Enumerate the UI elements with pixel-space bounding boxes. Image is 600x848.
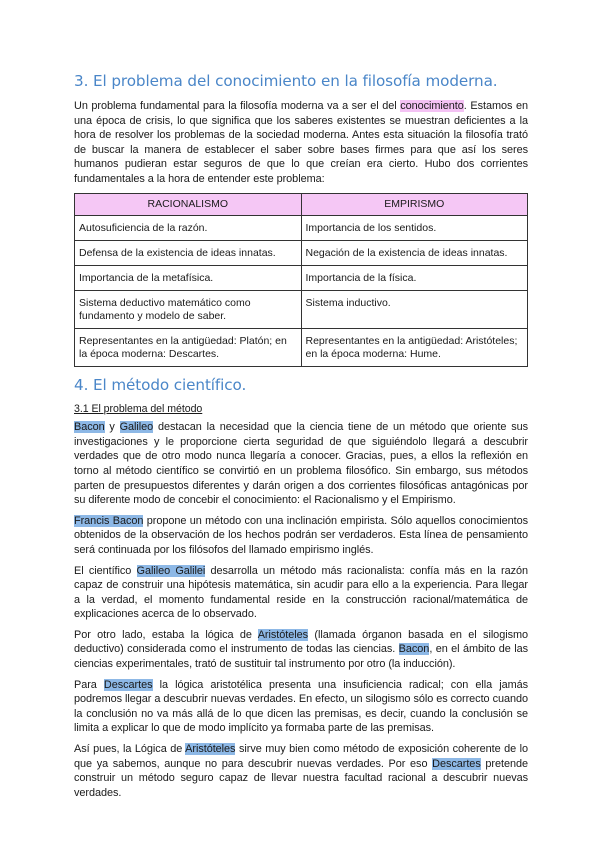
section-4-title: 4. El método científico. <box>74 375 247 394</box>
paragraph-galileo-galilei <box>74 564 528 622</box>
paragraph-aristoteles-logica <box>74 628 528 672</box>
section-3-title: 3. El problema del conocimiento en la filosofía moderna. <box>74 72 498 90</box>
text-run: (llamada órganon basada en el silogismo deductivo) considerada como el instrumento de todas las ciencias. <box>74 628 528 656</box>
highlight-francis-bacon: Francis Bacon <box>74 514 144 527</box>
highlight-descartes: Descartes <box>432 757 481 770</box>
section-3-intro <box>74 99 528 187</box>
table-cell: Representantes en la antigüedad: Platón; en la época moderna: Descartes. <box>75 328 302 366</box>
table-cell: Sistema inductivo. <box>301 290 528 328</box>
highlight-bacon: Bacon <box>74 421 105 434</box>
text-run: pretende construir un método seguro capaz de llevar nuestra facultad racional a descubrir nuevas verdades. <box>74 757 528 799</box>
text-run: la lógica aristotélica presenta una insuficiencia radical; con ella jamás podremos llegar a descubrir nuevas verdades. En efecto, un silogismo sólo es correcto cuando la conclusión no va más allá de lo que dicen las premisas, es decir, cuando la conclusión se limita a explicar lo que de modo implícito ya formaba parte de las premisas. <box>74 678 528 735</box>
highlight-conocimiento: conocimiento <box>400 100 464 112</box>
header-empirismo: EMPIRISMO <box>301 193 528 215</box>
highlight-aristoteles: Aristóteles <box>257 628 308 641</box>
text-run: El científico <box>74 564 137 577</box>
table-row <box>75 328 528 366</box>
text-run: propone un método con una inclinación empirista. Sólo aquellos conocimientos obtenidos de la observación de los hechos podrán ser verdaderos. Esta línea de pensamiento será continuada por los filósofos del llamado empirismo inglés. <box>74 514 528 556</box>
text-run: , en el ámbito de las ciencias experimentales, trató de sustituir tal instrumento por otro (la inducción). <box>74 643 529 671</box>
highlight-galileo: Galileo <box>119 421 154 434</box>
paragraph-bacon-galileo <box>74 420 528 508</box>
header-racionalismo: RACIONALISMO <box>75 193 302 215</box>
highlight-galileo-galilei: Galileo Galilei <box>136 564 206 577</box>
intro-text-a: Un problema fundamental para la filosofía moderna va a ser el del <box>74 100 401 112</box>
table-cell: Defensa de la existencia de ideas innatas. <box>75 240 302 265</box>
table-cell: Negación de la existencia de ideas innatas. <box>301 240 528 265</box>
table-cell: Importancia de los sentidos. <box>301 215 528 240</box>
table-cell: Importancia de la metafísica. <box>75 265 302 290</box>
highlight-aristoteles: Aristóteles <box>185 743 236 756</box>
text-run: desarrolla un método más racionalista: confía más en la razón capaz de construir una hipótesis matemática, sin acudir para ello a la experiencia. Para llegar a la verdad, el momento fundamental reside en la construcción racional/matemática de explicaciones acerca de lo observado. <box>74 564 528 621</box>
comparison-table <box>74 193 528 367</box>
table-cell: Autosuficiencia de la razón. <box>75 215 302 240</box>
text-run: sirve muy bien como método de exposición coherente de lo que ya sabemos, aunque no para descubrir nuevas verdades. Por eso <box>74 743 529 770</box>
table-header-row <box>75 193 528 215</box>
highlight-bacon: Bacon <box>398 643 430 656</box>
subsection-title: 3.1 El problema del método <box>74 402 203 415</box>
paragraph-francis-bacon <box>74 514 528 558</box>
text-run: Así pues, la Lógica de <box>74 743 186 756</box>
table-row <box>75 240 528 265</box>
highlight-descartes: Descartes <box>103 678 153 691</box>
table-row <box>75 265 528 290</box>
paragraph-descartes-critica <box>74 678 528 736</box>
text-run: destacan la necesidad que la ciencia tiene de un método que oriente sus investigaciones y le proporcione cierta seguridad de que siguiéndolo llegará a descubrir verdades que de otro modo nunca llegaría a conocer. Gracias, pues, a ellos la reflexión en torno al método científico se convirtió en un problema filosófico. Sin embargo, sus métodos parten de presupuestos diferentes y darán origen a dos corrientes filosóficas antagónicas por su diferente modo de concebir el conocimiento: el Racionalismo y el Empirismo. <box>74 421 528 507</box>
table-cell: Representantes en la antigüedad: Aristóteles; en la época moderna: Hume. <box>301 328 528 366</box>
table-cell: Importancia de la física. <box>301 265 528 290</box>
text-run: y <box>104 421 120 434</box>
text-run: Por otro lado, estaba la lógica de <box>74 628 258 641</box>
table-row <box>75 215 528 240</box>
table-row <box>75 290 528 328</box>
intro-text-b: . Estamos en una época de crisis, lo que significa que los saberes existentes se muestran deficientes a la hora de resolver los problemas de la sociedad moderna. Antes esta situación la filosofía trató de buscar la manera de establecer el saber sobre bases firmes para que así los seres humanos pudieran estar seguros de que lo que creían era cierto. Hubo dos corrientes fundamentales a la hora de entender este problema: <box>74 100 528 185</box>
table-cell: Sistema deductivo matemático como fundamento y modelo de saber. <box>75 290 302 328</box>
text-run: Para <box>74 678 104 691</box>
paragraph-conclusion <box>74 742 528 800</box>
